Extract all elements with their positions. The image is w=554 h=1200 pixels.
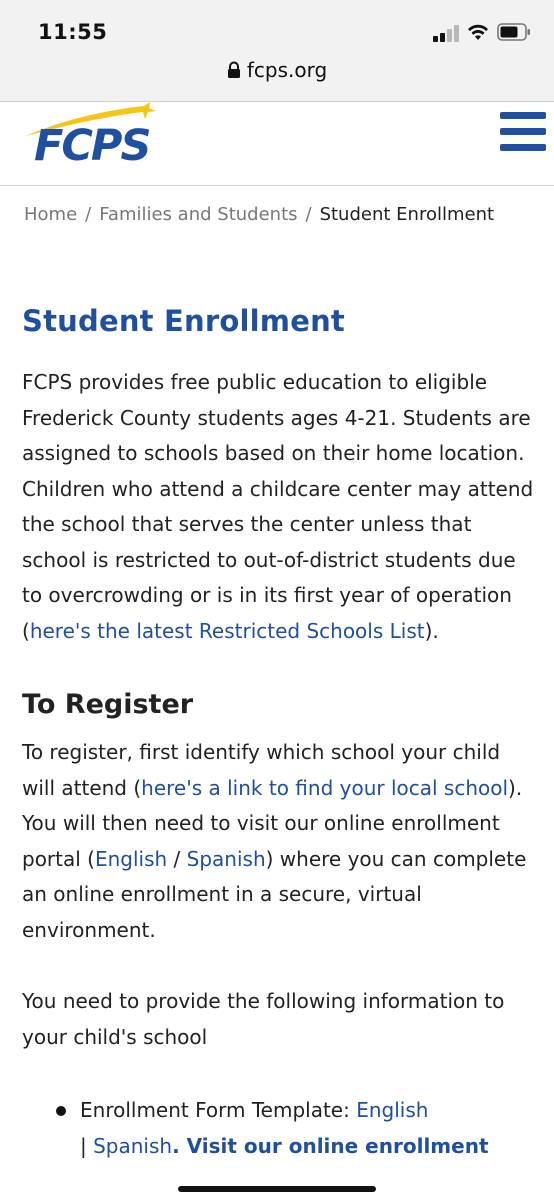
cellular-signal-icon [433,24,463,42]
register-text: To register, first identify which school your child will attend ( [22,740,501,800]
status-time: 11:55 [38,20,108,44]
register-text: ). You will then need to visit our online enrollment portal ( [22,775,523,871]
portal-spanish-link[interactable]: Spanish [186,846,266,871]
restricted-schools-link[interactable]: here's the latest Restricted Schools List [29,618,425,643]
form-template-spanish-link[interactable]: Spanish [93,1133,173,1158]
breadcrumb-families-and-students[interactable]: Families and Students [99,204,298,225]
lock-icon [227,61,241,79]
breadcrumb [24,204,494,225]
page-title: Student Enrollment [22,304,345,338]
status-bar [0,0,554,52]
logo-text: FCPS [34,121,150,171]
wifi-icon [466,22,490,42]
find-local-school-link[interactable]: here's a link to find your local school [141,775,509,800]
home-indicator[interactable] [178,1186,376,1192]
register-text: ) where you can complete an online enrollment in a secure, virtual environment. [22,846,527,942]
url-text: fcps.org [246,58,328,82]
register-paragraph [22,735,534,948]
information-paragraph: You need to provide the following information to your child's school [22,989,505,1049]
intro-text-end: ). [424,618,439,643]
register-text: / [167,846,187,871]
site-header [0,102,554,186]
breadcrumb-separator: / [85,204,92,225]
breadcrumb-current: Student Enrollment [319,204,495,225]
fcps-logo[interactable] [22,102,162,172]
online-enrollment-link[interactable]: . Visit our online enrollment [172,1133,489,1158]
breadcrumb-home[interactable]: Home [24,204,78,225]
to-register-heading: To Register [22,689,194,720]
battery-icon [497,23,531,41]
intro-paragraph [22,365,534,649]
browser-url-bar[interactable] [0,52,554,102]
intro-text: FCPS provides free public education to eligible Frederick County students ages 4-21. Students are assigned to schools based on their home location. Children who attend a childcare center may attend the school that serves the center unless that school is restricted to out-of-district students due to overcrowding or is in its first year of operation ( [22,370,534,643]
hamburger-menu-icon[interactable] [500,112,546,152]
bullet-icon [56,1106,66,1116]
list-item [22,1093,534,1164]
requirements-list [22,1093,534,1164]
list-item-separator: | [80,1133,94,1158]
form-template-english-link[interactable]: English [356,1098,429,1122]
main-content [22,302,534,1164]
list-item-label: Enrollment Form Template: [80,1098,357,1122]
breadcrumb-separator: / [305,204,312,225]
portal-english-link[interactable]: English [94,846,168,871]
